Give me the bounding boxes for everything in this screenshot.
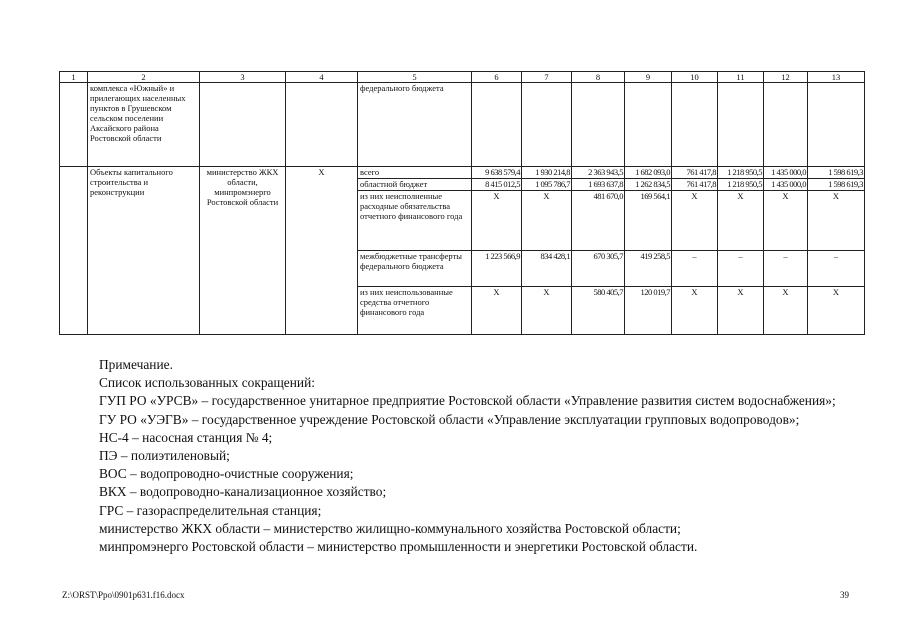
source-label-cell: федерального бюджета xyxy=(358,83,472,167)
source-label-cell: межбюджетные трансферты федерального бюджета xyxy=(358,251,472,287)
source-label-cell: из них неиспользованные средства отчетного финансового года xyxy=(358,287,472,335)
table-row xyxy=(60,83,865,167)
abbreviation-item: минпромэнерго Ростовской области – министерство промышленности и энергетики Ростовской области. xyxy=(99,539,698,555)
column-number: 4 xyxy=(286,72,358,83)
value-cell: Х xyxy=(718,287,764,335)
value-cell: 1 682 093,0 xyxy=(625,167,672,179)
value-cell: Х xyxy=(764,191,808,251)
responsible-cell: министерство ЖКХ области, минпромэнерго Ростовской области xyxy=(200,167,286,335)
column-number: 1 xyxy=(60,72,88,83)
table-cell xyxy=(808,83,865,167)
value-cell: Х xyxy=(672,287,718,335)
table-cell xyxy=(522,83,572,167)
value-cell: 9 638 579,4 xyxy=(472,167,522,179)
notes-section xyxy=(67,356,859,556)
column-number: 3 xyxy=(200,72,286,83)
budget-table-container xyxy=(59,71,864,335)
abbreviation-item: ГУП РО «УРСВ» – государственное унитарное предприятие Ростовской области «Управление развития систем водоснабжения»; xyxy=(99,393,836,409)
value-cell: 1 218 950,5 xyxy=(718,167,764,179)
table-cell xyxy=(472,83,522,167)
object-name-cell: комплекса «Южный» и прилегающих населенных пунктов в Грушевском сельском поселении Аксайского района Ростовской области xyxy=(88,83,200,167)
value-cell: 761 417,8 xyxy=(672,179,718,191)
source-label-cell: всего xyxy=(358,167,472,179)
value-cell: – xyxy=(718,251,764,287)
value-cell: 834 428,1 xyxy=(522,251,572,287)
table-cell xyxy=(200,83,286,167)
column-number: 13 xyxy=(808,72,865,83)
mark-cell: Х xyxy=(286,167,358,335)
abbreviation-item: ВКХ – водопроводно-канализационное хозяйство; xyxy=(99,484,387,500)
value-cell: 120 019,7 xyxy=(625,287,672,335)
source-label-cell: из них неисполненные расходные обязательства отчетного финансового года xyxy=(358,191,472,251)
table-cell xyxy=(625,83,672,167)
value-cell: 1 435 000,0 xyxy=(764,179,808,191)
footer-file-path: Z:\ORST\Ppo\0901p631.f16.docx xyxy=(62,590,185,600)
table-header-row xyxy=(60,72,865,83)
value-cell: – xyxy=(672,251,718,287)
column-number: 10 xyxy=(672,72,718,83)
abbreviation-item: ВОС – водопроводно-очистные сооружения; xyxy=(99,466,354,482)
value-cell: 1 223 566,9 xyxy=(472,251,522,287)
table-cell xyxy=(60,83,88,167)
object-name-cell: Объекты капитального строительства и реконструкции xyxy=(88,167,200,335)
table-cell xyxy=(718,83,764,167)
table-cell xyxy=(764,83,808,167)
abbreviation-item: ГРС – газораспределительная станция; xyxy=(99,502,322,518)
value-cell: Х xyxy=(718,191,764,251)
value-cell: 8 415 012,5 xyxy=(472,179,522,191)
column-number: 6 xyxy=(472,72,522,83)
column-number: 5 xyxy=(358,72,472,83)
value-cell: 1 598 619,3 xyxy=(808,167,865,179)
table-cell xyxy=(672,83,718,167)
table-cell xyxy=(572,83,625,167)
abbreviation-item: ГУ РО «УЭГВ» – государственное учреждение Ростовской области «Управление эксплуатации групповых водопроводов»; xyxy=(99,411,800,427)
value-cell: 2 363 943,5 xyxy=(572,167,625,179)
value-cell: Х xyxy=(472,191,522,251)
column-number: 9 xyxy=(625,72,672,83)
value-cell: 761 417,8 xyxy=(672,167,718,179)
table-row xyxy=(60,167,865,179)
value-cell: 670 305,7 xyxy=(572,251,625,287)
abbreviation-item: министерство ЖКХ области – министерство жилищно-коммунального хозяйства Ростовской области; xyxy=(99,520,681,536)
value-cell: 1 262 834,5 xyxy=(625,179,672,191)
value-cell: Х xyxy=(764,287,808,335)
value-cell: 1 095 786,7 xyxy=(522,179,572,191)
value-cell: 1 218 950,5 xyxy=(718,179,764,191)
source-label-cell: областной бюджет xyxy=(358,179,472,191)
table-cell xyxy=(60,167,88,335)
abbreviation-item: НС-4 – насосная станция № 4; xyxy=(99,429,273,445)
table-cell xyxy=(286,83,358,167)
value-cell: Х xyxy=(672,191,718,251)
column-number: 12 xyxy=(764,72,808,83)
page-number: 39 xyxy=(840,590,849,600)
value-cell: Х xyxy=(522,191,572,251)
value-cell: 169 564,1 xyxy=(625,191,672,251)
value-cell: 580 405,7 xyxy=(572,287,625,335)
column-number: 2 xyxy=(88,72,200,83)
value-cell: Х xyxy=(808,191,865,251)
value-cell: 1 693 637,8 xyxy=(572,179,625,191)
value-cell: – xyxy=(808,251,865,287)
value-cell: Х xyxy=(522,287,572,335)
value-cell: 1 435 000,0 xyxy=(764,167,808,179)
value-cell: 419 258,5 xyxy=(625,251,672,287)
value-cell: Х xyxy=(808,287,865,335)
budget-table xyxy=(59,71,865,335)
column-number: 11 xyxy=(718,72,764,83)
notes-title: Примечание. xyxy=(99,357,173,372)
column-number: 8 xyxy=(572,72,625,83)
notes-subtitle: Список использованных сокращений: xyxy=(99,375,315,391)
value-cell: 1 930 214,8 xyxy=(522,167,572,179)
value-cell: – xyxy=(764,251,808,287)
abbreviation-item: ПЭ – полиэтиленовый; xyxy=(99,448,230,464)
value-cell: Х xyxy=(472,287,522,335)
column-number: 7 xyxy=(522,72,572,83)
value-cell: 1 598 619,3 xyxy=(808,179,865,191)
value-cell: 481 670,0 xyxy=(572,191,625,251)
